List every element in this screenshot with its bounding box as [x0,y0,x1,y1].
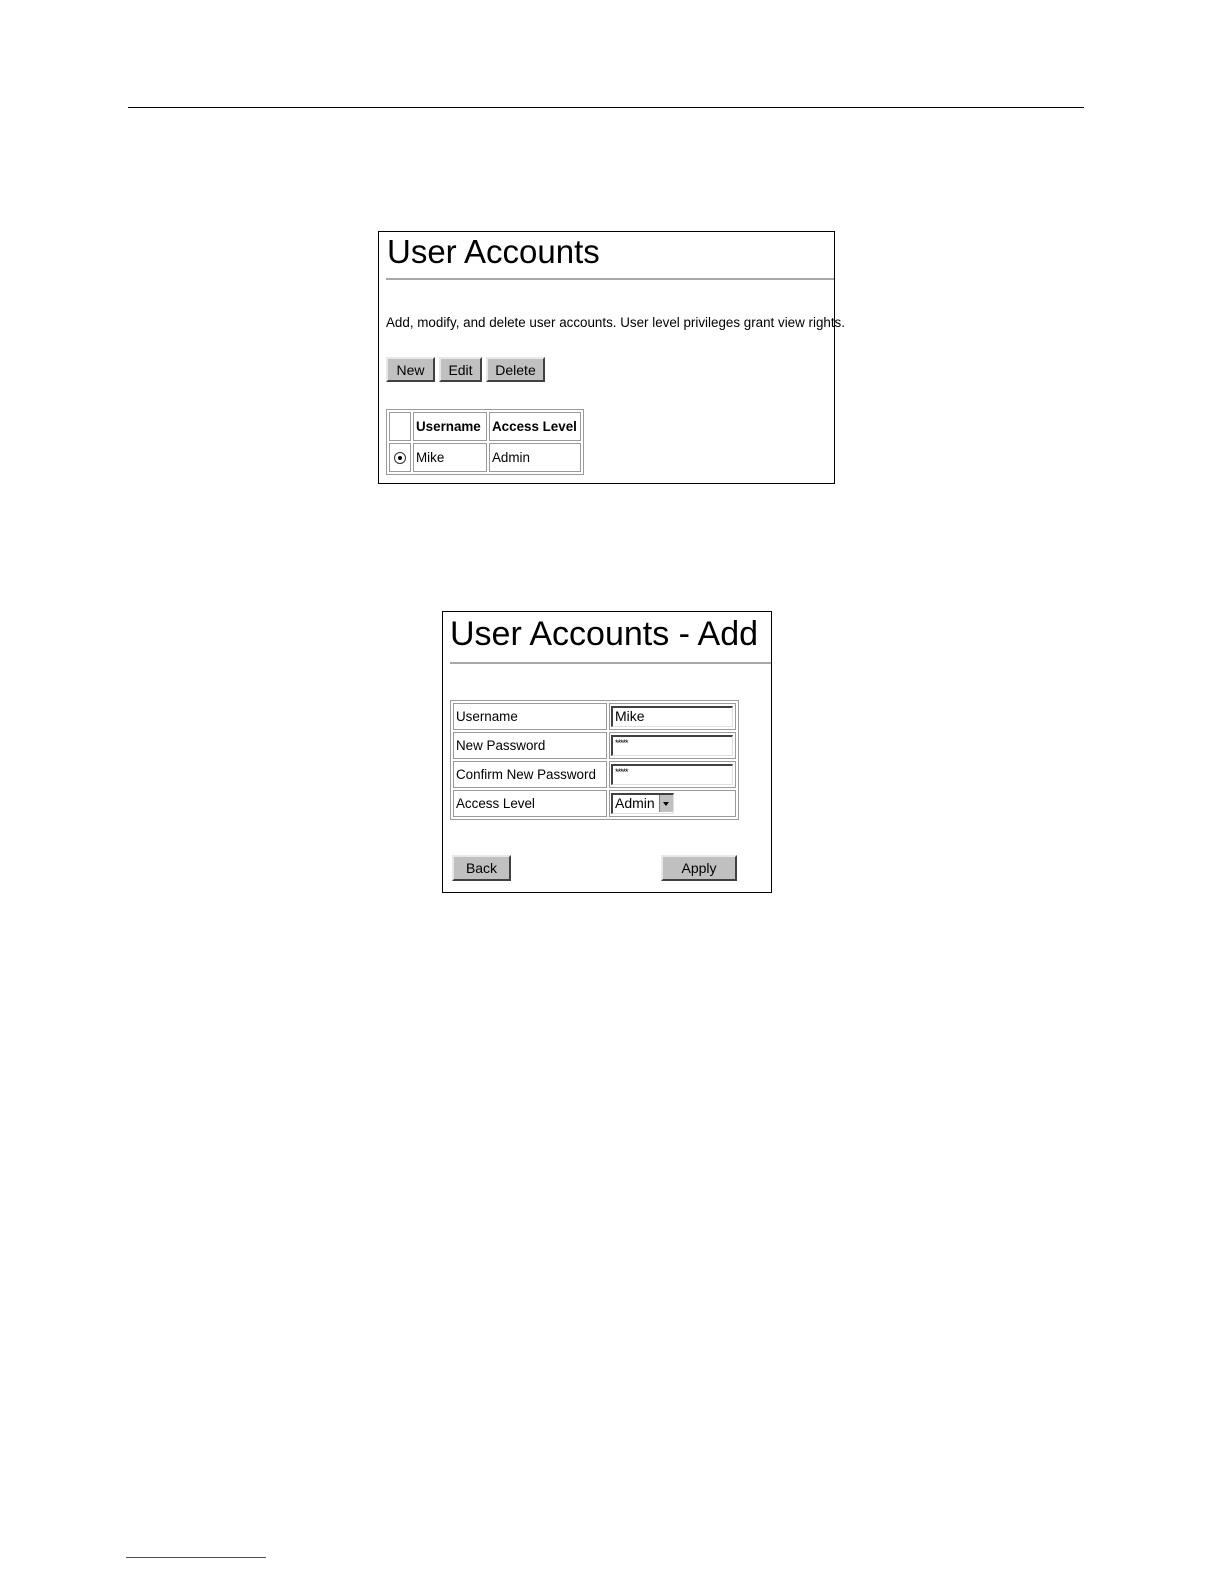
user-form-table [450,700,739,820]
confirm-password-field-cell [609,761,736,788]
confirm-password-input[interactable]: ***** [611,764,733,785]
form-row-access-level [453,790,736,817]
delete-button[interactable]: Delete [486,357,545,382]
title-divider [386,278,834,280]
page-title: User Accounts [387,233,600,270]
access-level-label: Access Level [453,790,607,817]
select-column-header [389,412,411,441]
new-password-field-cell [609,732,736,759]
user-accounts-add-panel [442,611,772,893]
username-label: Username [453,703,607,730]
access-level-field-cell [609,790,736,817]
form-row-username [453,703,736,730]
footnote-rule [126,1557,266,1558]
back-button[interactable]: Back [452,855,511,881]
form-row-new-password [453,732,736,759]
access-level-cell: Admin [489,443,581,472]
access-level-column-header: Access Level [489,412,581,441]
confirm-password-label: Confirm New Password [453,761,607,788]
table-row [389,443,581,472]
row-select-cell [389,443,411,472]
edit-button[interactable]: Edit [439,357,482,382]
title-divider [450,662,771,664]
new-password-label: New Password [453,732,607,759]
form-row-confirm-password [453,761,736,788]
header-rule [128,107,1084,108]
access-level-select[interactable] [611,793,674,814]
new-password-input[interactable]: ***** [611,735,733,756]
table-header-row [389,412,581,441]
user-accounts-panel [378,231,845,484]
page-title: User Accounts - Add [450,615,759,653]
username-column-header: Username [413,412,487,441]
username-cell: Mike [413,443,487,472]
username-field-cell [609,703,736,730]
apply-button[interactable]: Apply [661,855,737,881]
access-level-selected-value: Admin [615,795,655,811]
username-input[interactable]: Mike [611,706,733,727]
user-accounts-table [386,409,584,475]
chevron-down-icon[interactable] [659,795,673,812]
page-description: Add, modify, and delete user accounts. User level privileges grant view rights. [386,315,845,330]
row-select-radio[interactable] [394,452,406,464]
new-button[interactable]: New [386,357,435,382]
